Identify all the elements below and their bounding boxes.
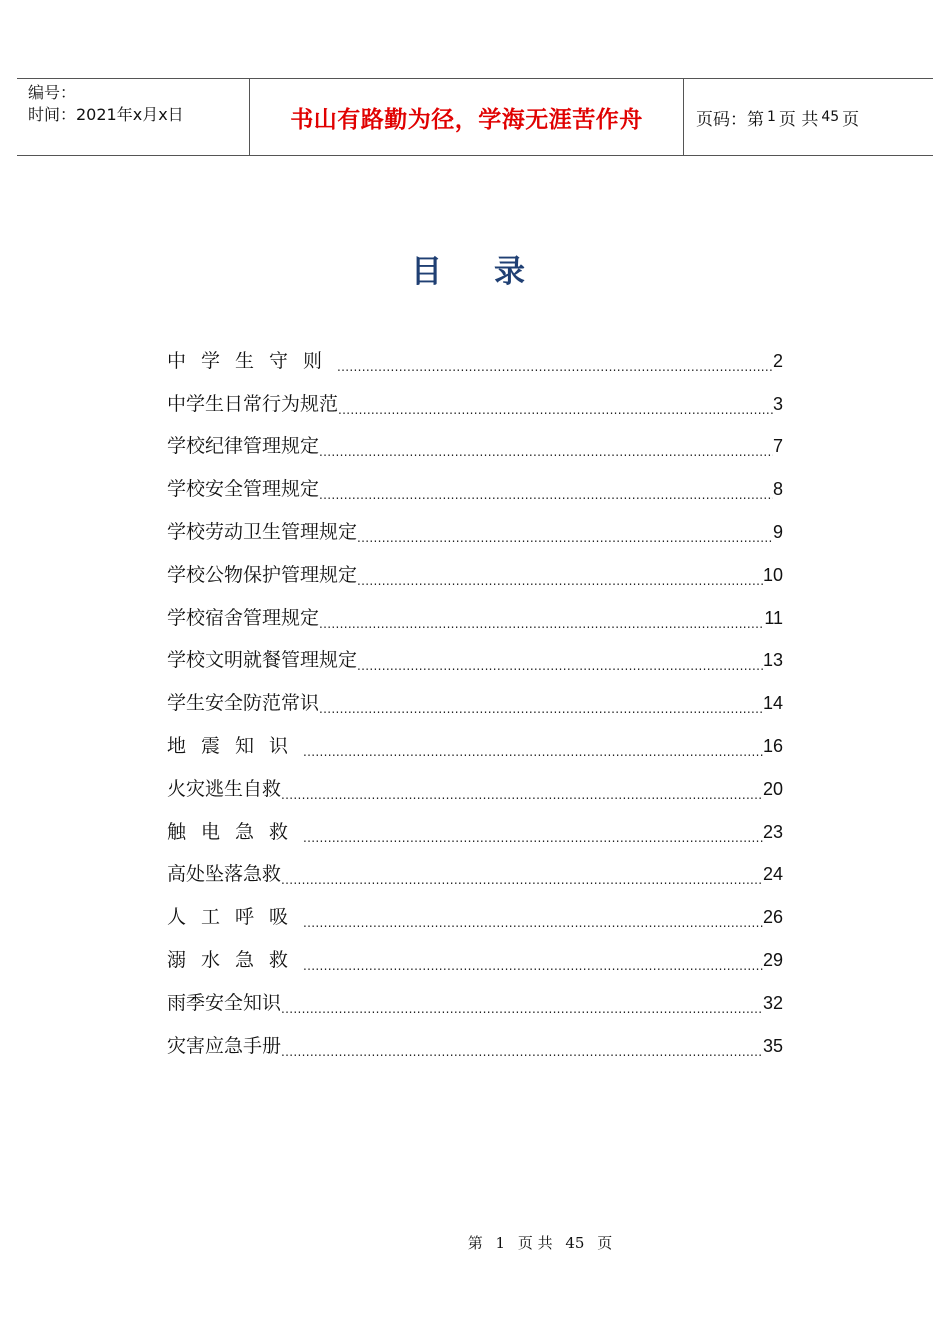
toc-entry-title: 触电急救 [167,820,304,843]
header-page-prefix: 页码：第 [696,109,764,130]
toc-entry-page: 23 [762,821,783,842]
toc-leader-dots [319,685,763,721]
toc-entry-title: 学校纪律管理规定 [167,435,320,458]
toc-entry[interactable] [167,636,783,679]
toc-entry-page: 11 [764,607,783,628]
toc-entry[interactable] [167,892,783,935]
table-of-contents [167,336,783,1064]
header-meta-cell [17,79,250,155]
toc-entry-page: 32 [762,992,783,1013]
toc-leader-dots [303,814,763,850]
toc-leader-dots [357,557,763,593]
header-page-mid: 页 共 [778,109,819,130]
toc-entry[interactable] [167,379,783,422]
toc-entry[interactable] [167,678,783,721]
toc-entry[interactable] [167,507,783,550]
document-number-label: 编号： [28,83,77,102]
toc-leader-dots [303,899,763,935]
toc-leader-dots [319,428,773,464]
toc-entry[interactable] [167,935,783,978]
toc-entry-page: 7 [772,436,783,457]
toc-entry[interactable] [167,336,783,379]
toc-entry[interactable] [167,764,783,807]
footer-current-page: 1 [495,1234,506,1252]
footer-mid: 页 共 [517,1234,553,1252]
footer-prefix: 第 [467,1234,483,1252]
toc-entry-title: 溺水急救 [167,948,304,971]
toc-entry[interactable] [167,721,783,764]
toc-entry-title: 地震知识 [167,734,304,757]
toc-entry-page: 14 [762,693,783,714]
header-page-cell [684,79,933,155]
toc-entry-title: 高处坠落急救 [167,863,282,886]
toc-leader-dots [281,985,763,1021]
toc-entry[interactable] [167,422,783,465]
toc-entry-title: 雨季安全知识 [167,991,282,1014]
header-page-current: 1 [767,109,776,125]
footer-total-pages: 45 [565,1234,585,1252]
toc-leader-dots [281,771,763,807]
toc-entry-title: 灾害应急手册 [167,1034,282,1057]
document-header [17,78,933,156]
toc-entry-page: 24 [762,864,783,885]
header-motto-cell [250,79,684,155]
toc-leader-dots [303,728,763,764]
motto-text: 书山有路勤为径，学海无涯苦作舟 [290,105,643,133]
toc-entry-page: 26 [762,907,783,928]
toc-entry[interactable] [167,593,783,636]
toc-entry-page: 13 [762,650,783,671]
toc-entry-title: 火灾逃生自救 [167,777,282,800]
toc-leader-dots [303,942,763,978]
toc-entry[interactable] [167,978,783,1021]
document-time-label: 时间：2021年x月x日 [28,105,184,124]
toc-entry-page: 35 [762,1035,783,1056]
toc-entry-title: 学生安全防范常识 [167,692,320,715]
toc-entry-page: 29 [762,949,783,970]
toc-leader-dots [281,1028,763,1064]
footer-suffix: 页 [597,1234,613,1252]
toc-leader-dots [337,343,773,379]
page-footer [0,1232,950,1253]
toc-entry-page: 8 [772,479,783,500]
toc-entry-title: 学校劳动卫生管理规定 [167,520,358,543]
toc-entry-title: 人工呼吸 [167,906,304,929]
toc-entry-page: 9 [772,521,783,542]
toc-leader-dots [338,386,773,422]
toc-entry[interactable] [167,850,783,893]
toc-entry[interactable] [167,1021,783,1064]
toc-entry-page: 3 [772,393,783,414]
toc-entry-page: 16 [762,735,783,756]
toc-entry[interactable] [167,464,783,507]
toc-entry-title: 学校安全管理规定 [167,478,320,501]
toc-entry-page: 2 [772,350,783,371]
toc-entry-page: 20 [762,778,783,799]
toc-entry-page: 10 [762,564,783,585]
toc-entry[interactable] [167,807,783,850]
toc-entry[interactable] [167,550,783,593]
toc-leader-dots [357,514,773,550]
toc-entry-title: 学校宿舍管理规定 [167,606,320,629]
toc-leader-dots [319,471,773,507]
toc-entry-title: 中学生守则 [167,349,338,372]
toc-leader-dots [281,856,763,892]
page-title: 目录 [411,254,577,290]
header-page-suffix: 页 [842,109,860,130]
toc-entry-title: 学校公物保护管理规定 [167,563,358,586]
toc-entry-title: 中学生日常行为规范 [167,392,339,415]
toc-entry-title: 学校文明就餐管理规定 [167,649,358,672]
toc-leader-dots [319,600,764,636]
toc-leader-dots [357,642,763,678]
header-page-total: 45 [821,109,840,125]
